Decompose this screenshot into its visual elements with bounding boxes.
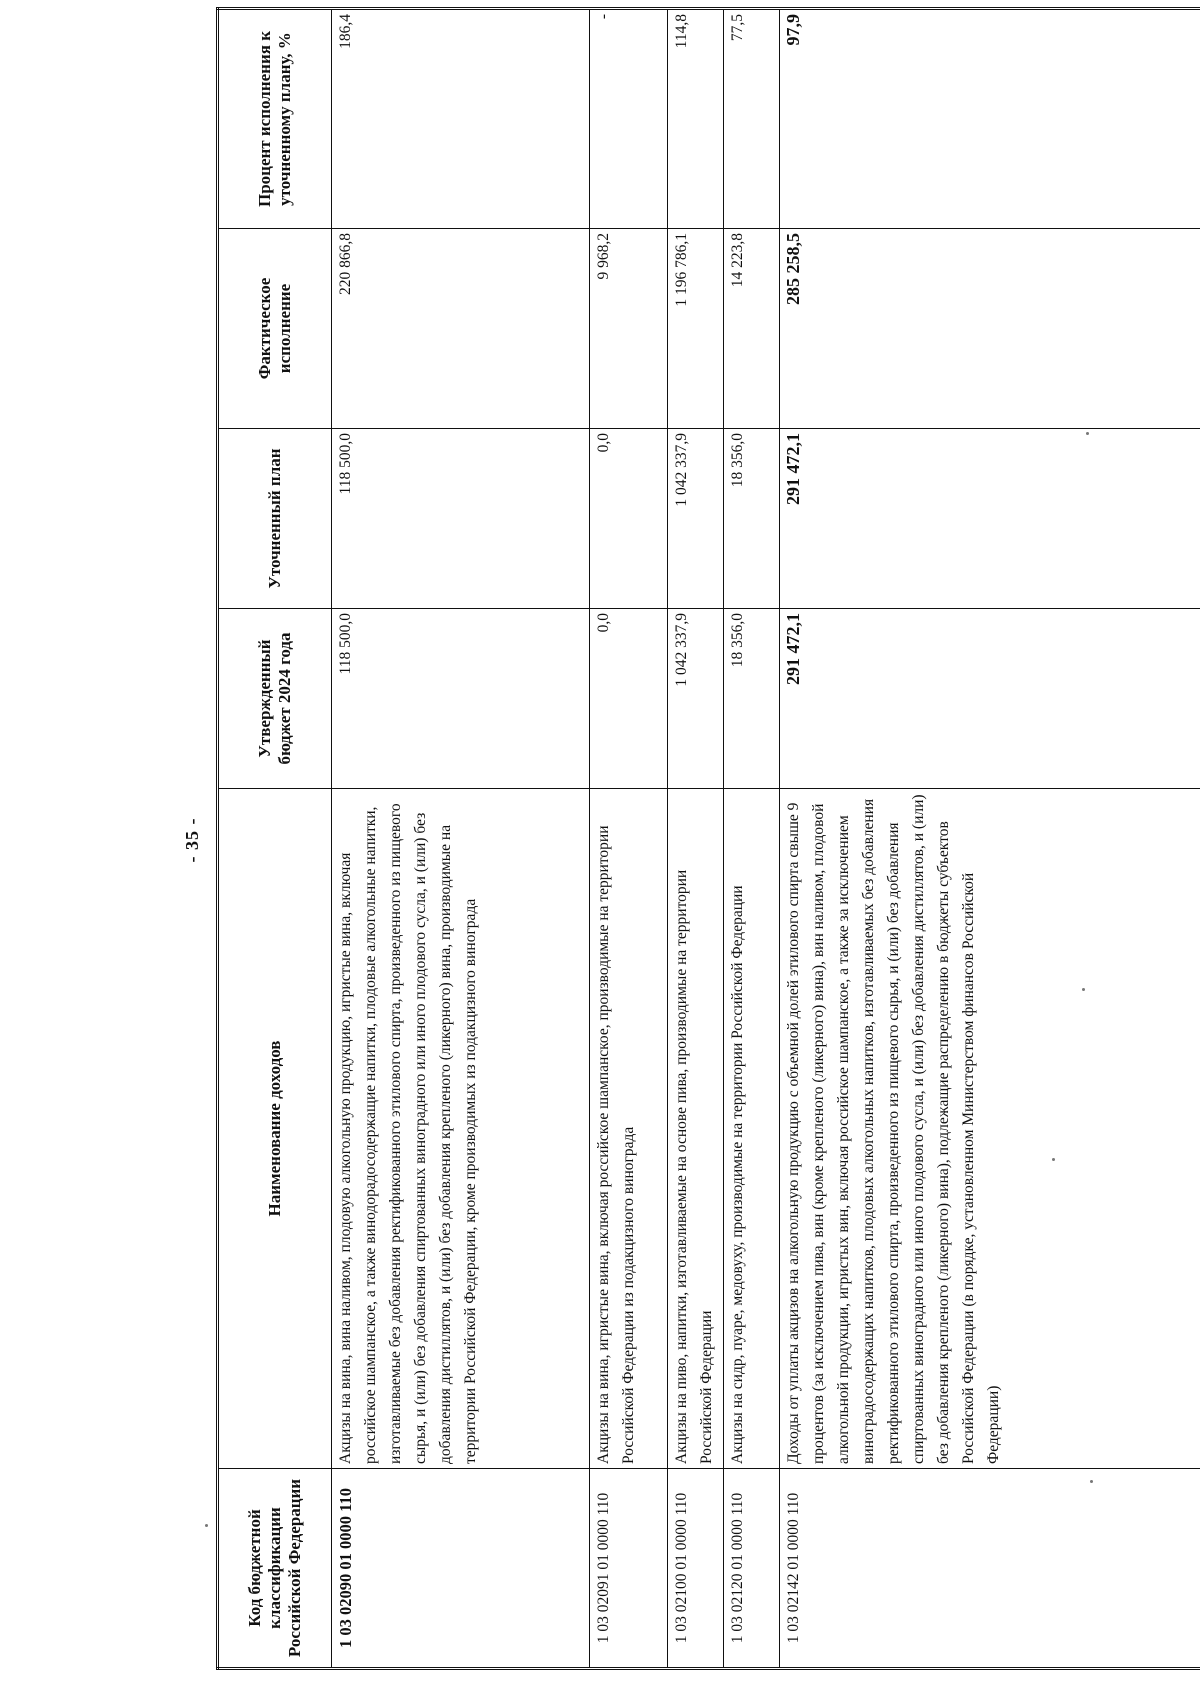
row-actual: 220 866,8 [332, 229, 590, 429]
row-actual: 9 968,2 [590, 229, 668, 429]
row-percent: 97,9 [780, 9, 1200, 229]
row-approved: 1 042 337,9 [668, 609, 724, 789]
row-percent: 114,8 [668, 9, 724, 229]
header-name: Наименование доходов [218, 789, 332, 1469]
row-name: Акцизы на пиво, напитки, изготавливаемые на основе пива, производимые на территории Российской Федерации [668, 789, 724, 1469]
row-code: 1 03 02100 01 0000 110 [668, 1469, 724, 1669]
row-refined: 1 042 337,9 [668, 429, 724, 609]
row-percent: 77,5 [724, 9, 780, 229]
row-approved: 18 356,0 [724, 609, 780, 789]
row-name: Акцизы на вина, вина наливом, плодовую алкогольную продукцию, игристые вина, включая российское шампанское, а также винодорадосодержащие напитки, плодовые алкогольные напитки, изготавливаемые без добавления ректификованного этилового спирта, произведенного из пищевого сырья, и (или) без добавления спиртованных виноградного или иного плодового сусла, и (или) без добавления дистиллятов, и (или) без добавления крепленого (ликерного) вина, производимые на территории Российской Федерации, кроме производимых из подакцизного винограда [332, 789, 590, 1469]
row-name: Акцизы на вина, игристые вина, включая российское шампанское, производимые на территории Российской Федерации из подакцизного винограда [590, 789, 668, 1469]
page-number: - 35 - [182, 817, 202, 863]
row-refined: 0,0 [590, 429, 668, 609]
row-actual: 1 196 786,1 [668, 229, 724, 429]
table-row [724, 9, 780, 1669]
table-row [668, 9, 724, 1669]
header-approved: Утвержденный бюджет 2024 года [218, 609, 332, 789]
row-refined: 18 356,0 [724, 429, 780, 609]
revenue-table [216, 7, 1200, 1670]
row-refined: 291 472,1 [780, 429, 1200, 609]
header-code: Код бюджетной классификации Российской Федерации [218, 1469, 332, 1669]
row-code: 1 03 02142 01 0000 110 [780, 1469, 1200, 1669]
table-row [332, 9, 590, 1669]
row-approved: 0,0 [590, 609, 668, 789]
header-percent: Процент исполнения к уточненному плану, % [218, 9, 332, 229]
table-row [590, 9, 668, 1669]
row-code: 1 03 02120 01 0000 110 [724, 1469, 780, 1669]
header-row [218, 9, 332, 1669]
row-name: Доходы от уплаты акцизов на алкогольную продукцию с объемной долей этилового спирта свыше 9 процентов (за исключением пива, вин (кроме крепленого (ликерного) вина), вин наливом, плодовой алкогольной продукции, игристых вин, включая российское шампанское, а также за исключением виноградосодержащих напитков, плодовых алкогольных напитков, изготавливаемых без добавления ректификованного этилового спирта, произведенного из пищевого сырья, и (или) без добавления спиртованных виноградного или иного плодового сусла, и (или) без добавления дистиллятов, и (или) без добавления крепленого (ликерного) вина), подлежащие распределению в бюджеты субъектов Российской Федерации (в порядке, установленном Министерством финансов Российской Федерации) [780, 789, 1200, 1469]
row-percent: - [590, 9, 668, 229]
row-actual: 14 223,8 [724, 229, 780, 429]
rotated-page [182, 10, 1200, 1670]
header-actual: Фактическое исполнение [218, 229, 332, 429]
row-name: Акцизы на сидр, пуаре, медовуху, производимые на территории Российской Федерации [724, 789, 780, 1469]
header-refined: Уточненный план [218, 429, 332, 609]
row-percent: 186,4 [332, 9, 590, 229]
row-approved: 291 472,1 [780, 609, 1200, 789]
row-approved: 118 500,0 [332, 609, 590, 789]
row-code: 1 03 02091 01 0000 110 [590, 1469, 668, 1669]
table-row [780, 9, 1200, 1669]
row-actual: 285 258,5 [780, 229, 1200, 429]
row-refined: 118 500,0 [332, 429, 590, 609]
row-code: 1 03 02090 01 0000 110 [332, 1469, 590, 1669]
